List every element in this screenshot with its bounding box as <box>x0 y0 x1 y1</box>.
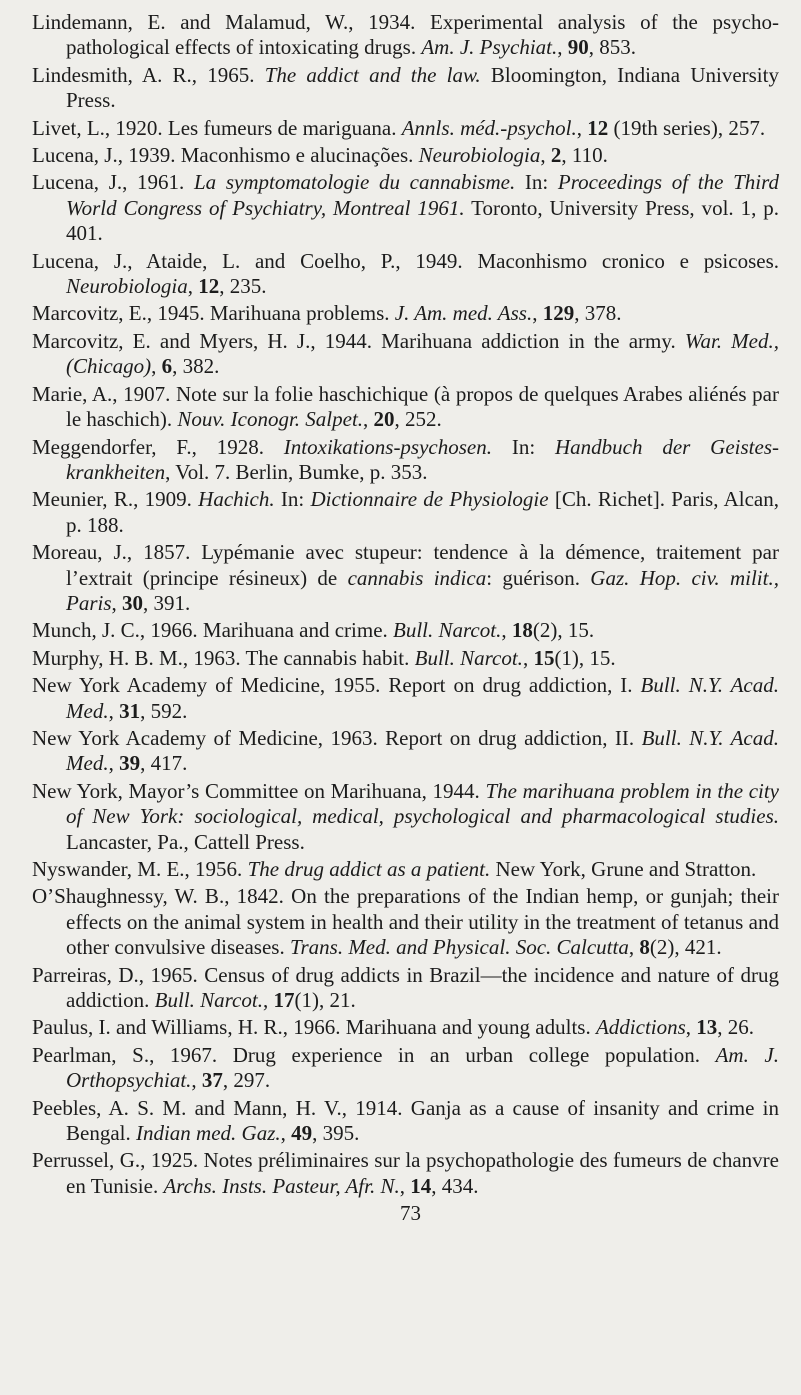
reference-italic-text: cannabis indica <box>347 565 487 590</box>
reference-italic-text: Addictions <box>595 1015 686 1040</box>
reference-italic-text: Gaz. Hop. civ. milit., Paris <box>66 565 779 615</box>
reference-text: Meunier, R., 1909. <box>32 487 199 512</box>
reference-text: , <box>576 115 588 140</box>
reference-text: , <box>191 1068 202 1093</box>
reference-italic-text: Bull. N.Y. Acad. Med. <box>66 673 779 723</box>
reference-text: , 434. <box>431 1173 479 1198</box>
reference-italic-text: Bull. Narcot. <box>393 618 502 643</box>
reference-italic-text: Bull. N.Y. Acad. Med. <box>66 725 780 776</box>
reference-italic-text: La symptomatologie du cannabisme. <box>193 170 516 195</box>
reference-volume: 30 <box>122 590 144 615</box>
reference-volume: 2 <box>550 143 562 168</box>
reference-italic-text: War. Med., (Chicago) <box>66 328 779 379</box>
reference-text: , 391. <box>143 590 191 615</box>
reference-volume: 17 <box>273 988 295 1013</box>
reference-entry <box>32 116 779 141</box>
reference-italic-text: Proceedings of the Third World Congress of Psychiatry, Montreal 1961. <box>66 170 780 220</box>
reference-text: Moreau, J., 1857. Lypémanie avec stupeur: tendence à la démence, traitement par l’extrait (principe résineux) de <box>32 540 779 590</box>
reference-volume: 12 <box>587 115 609 140</box>
reference-text: , <box>108 751 120 776</box>
reference-text: , 26. <box>717 1015 755 1040</box>
reference-text: New York Academy of Medicine, 1963. Report on drug addiction, II. <box>32 725 642 750</box>
reference-text: Marcovitz, E. and Myers, H. J., 1944. Marihuana addiction in the army. <box>32 328 685 353</box>
reference-volume: 12 <box>198 274 220 299</box>
reference-italic-text: Annls. méd.-psychol. <box>401 115 577 140</box>
reference-entry <box>32 382 779 433</box>
reference-italic-text: Am. J. Orthopsychiat. <box>66 1042 779 1093</box>
reference-text: (2), 421. <box>649 935 722 960</box>
reference-text: Murphy, H. B. M., 1963. The cannabis habit. <box>32 645 415 670</box>
reference-text: New York, Mayor’s Committee on Marihuana, 1944. <box>32 778 486 803</box>
reference-text: , 417. <box>140 751 188 776</box>
reference-text: : guérison. <box>486 565 591 590</box>
reference-text: , <box>628 935 640 960</box>
reference-text: Toronto, University Press, vol. 1, p. 401. <box>66 195 779 246</box>
reference-italic-text: Handbuch der Geistes-krankheiten <box>66 434 779 484</box>
page-number: 73 <box>400 1201 421 1226</box>
reference-volume: 129 <box>542 301 575 326</box>
reference-entry <box>32 435 779 486</box>
reference-entry <box>32 249 779 300</box>
reference-volume: 37 <box>201 1068 223 1093</box>
reference-text: , Vol. 7. Berlin, Bumke, p. 353. <box>165 459 428 484</box>
reference-volume: 14 <box>410 1173 432 1198</box>
reference-text: , <box>108 698 120 723</box>
reference-text: (19th series), 257. <box>608 115 766 140</box>
reference-text: Peebles, A. S. M. and Mann, H. V., 1914. Ganja as a cause of insanity and crime in Bengal. <box>32 1095 779 1146</box>
reference-text: Lucena, J., 1939. Maconhismo e alucinações. <box>32 143 419 168</box>
reference-text: , <box>399 1173 411 1198</box>
reference-text: Marie, A., 1907. Note sur la folie haschichique (à propos de quelques Arabes aliénés par le haschich). <box>32 381 779 432</box>
reference-volume: 90 <box>567 35 589 60</box>
reference-text: , <box>111 590 123 615</box>
reference-italic-text: Bull. Narcot. <box>414 645 523 670</box>
reference-italic-text: The drug addict as a patient. <box>247 857 491 881</box>
reference-entry <box>32 487 779 538</box>
reference-text: (1), 21. <box>294 988 356 1013</box>
reference-entry <box>32 143 779 168</box>
reference-italic-text: Neurobiologia <box>418 143 541 168</box>
reference-entry <box>32 618 779 643</box>
reference-text: Lancaster, Pa., Cattell Press. <box>66 829 305 854</box>
reference-text: Munch, J. C., 1966. Marihuana and crime. <box>32 618 394 643</box>
reference-text: O’Shaughnessy, W. B., 1842. On the preparations of the Indian hemp, or gunjah; their effects on the animal system in health and their utility in the treatment of tetanus and other convulsive diseases. <box>32 884 779 960</box>
reference-italic-text: Bull. Narcot. <box>154 988 263 1013</box>
reference-text: , 592. <box>140 698 188 723</box>
reference-italic-text: The marihuana problem in the city of New York: sociological, medical, psychological and pharmacological studies. <box>66 778 779 829</box>
reference-text: , <box>280 1121 292 1146</box>
reference-text: , 297. <box>222 1068 271 1093</box>
reference-entry <box>32 1096 779 1147</box>
reference-entry <box>32 63 779 114</box>
reference-text: [Ch. Richet]. Paris, Alcan, p. 188. <box>66 487 779 537</box>
reference-entry <box>32 963 779 1014</box>
reference-volume: 31 <box>119 698 141 723</box>
reference-text: , <box>262 988 274 1013</box>
reference-text: In: <box>515 170 558 195</box>
reference-entry <box>32 10 779 61</box>
reference-italic-text: Dictionnaire de Physiologie <box>310 487 549 512</box>
reference-volume: 15 <box>533 645 555 670</box>
reference-entry <box>32 540 779 616</box>
reference-text: (2), 15. <box>532 618 595 643</box>
reference-entry <box>32 301 779 326</box>
reference-text: New York, Grune and Stratton. <box>490 857 757 881</box>
reference-italic-text: J. Am. med. Ass. <box>394 301 533 326</box>
reference-text: Meggendorfer, F., 1928. <box>32 434 284 459</box>
reference-entry <box>32 1015 779 1040</box>
reference-entry <box>32 779 779 855</box>
reference-italic-text: Hachich. <box>198 487 275 512</box>
reference-entry <box>32 329 779 380</box>
reference-italic-text: Indian med. Gaz. <box>135 1121 281 1146</box>
reference-italic-text: Neurobiologia <box>66 274 188 299</box>
reference-text: Lucena, J., 1961. <box>32 170 194 195</box>
reference-text: , 853. <box>588 35 636 60</box>
reference-text: In: <box>274 487 311 512</box>
reference-text: , <box>501 618 512 643</box>
reference-italic-text: Intoxikations-psychosen. <box>283 434 492 459</box>
reference-entry <box>32 646 779 671</box>
reference-text: , <box>151 354 162 379</box>
reference-volume: 18 <box>511 618 533 643</box>
reference-volume: 49 <box>291 1121 313 1146</box>
reference-italic-text: Archs. Insts. Pasteur, Afr. N. <box>163 1173 400 1198</box>
reference-text: New York Academy of Medicine, 1955. Report on drug addiction, I. <box>32 673 641 698</box>
reference-entry <box>32 884 779 960</box>
reference-italic-text: Trans. Med. and Physical. Soc. Calcutta <box>289 935 629 960</box>
reference-text: , 382. <box>172 354 220 379</box>
reference-text: Lindesmith, A. R., 1965. <box>32 62 265 87</box>
reference-text: (1), 15. <box>554 645 616 670</box>
reference-text: , 110. <box>561 143 608 168</box>
reference-text: Livet, L., 1920. Les fumeurs de mariguana. <box>32 115 402 140</box>
reference-volume: 39 <box>119 751 141 776</box>
reference-text: , 235. <box>219 274 267 299</box>
reference-text: Lindemann, E. and Malamud, W., 1934. Experimental analysis of the psycho-pathological effects of intoxicating drugs. <box>32 10 779 60</box>
reference-italic-text: Nouv. Iconogr. Salpet. <box>177 407 364 432</box>
reference-list <box>32 10 779 1199</box>
reference-entry <box>32 170 779 246</box>
reference-text: Marcovitz, E., 1945. Marihuana problems. <box>32 301 395 326</box>
reference-text: Parreiras, D., 1965. Census of drug addicts in Brazil—the incidence and nature of drug addiction. <box>32 962 779 1013</box>
reference-text: Perrussel, G., 1925. Notes préliminaires sur la psychopathologie des fumeurs de chanvre en Tunisie. <box>32 1148 779 1198</box>
reference-text: , <box>532 301 543 326</box>
reference-text: , 252. <box>394 407 442 432</box>
reference-text: In: <box>492 434 556 459</box>
reference-volume: 8 <box>639 935 650 960</box>
reference-text: , <box>363 407 374 432</box>
reference-italic-text: The addict and the law. <box>264 62 481 87</box>
reference-text: , <box>187 274 199 299</box>
reference-text: Nyswander, M. E., 1956. <box>32 857 248 881</box>
reference-entry <box>32 726 779 777</box>
reference-text: Lucena, J., Ataide, L. and Coelho, P., 1949. Maconhismo cronico e psicoses. <box>32 248 779 273</box>
reference-entry <box>32 1148 779 1199</box>
reference-entry <box>32 673 779 724</box>
reference-text: , 378. <box>574 301 622 326</box>
reference-volume: 20 <box>373 407 395 432</box>
reference-volume: 6 <box>161 354 173 379</box>
reference-text: , <box>540 143 551 168</box>
reference-text: , <box>557 35 568 60</box>
reference-text: Pearlman, S., 1967. Drug experience in an urban college population. <box>32 1042 716 1067</box>
reference-text: , 395. <box>312 1121 360 1146</box>
reference-volume: 13 <box>696 1015 718 1040</box>
reference-entry <box>32 1043 779 1094</box>
reference-text: Bloomington, Indiana University Press. <box>66 62 779 113</box>
reference-text: Paulus, I. and Williams, H. R., 1966. Marihuana and young adults. <box>32 1015 596 1040</box>
reference-text: , <box>522 645 534 670</box>
reference-entry <box>32 857 779 882</box>
reference-text: , <box>685 1015 697 1040</box>
reference-italic-text: Am. J. Psychiat. <box>421 35 558 60</box>
